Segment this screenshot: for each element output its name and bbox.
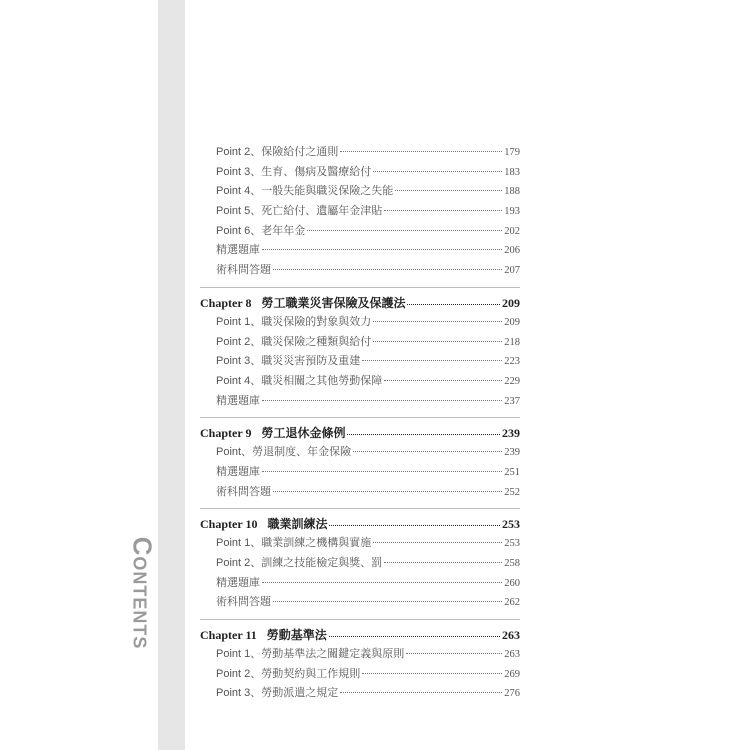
dot-leader bbox=[273, 269, 502, 270]
dot-leader bbox=[262, 471, 502, 472]
toc-chapter-row[interactable] bbox=[200, 421, 520, 446]
dot-leader bbox=[407, 304, 500, 305]
toc-entry-row[interactable] bbox=[200, 244, 520, 264]
entry-label: 術科問答題 bbox=[216, 264, 271, 277]
toc-entry-row[interactable] bbox=[200, 577, 520, 597]
toc-entry-row[interactable] bbox=[200, 648, 520, 668]
dot-leader bbox=[373, 341, 502, 342]
chapter-title: 勞工職業災害保險及保護法 bbox=[261, 295, 406, 310]
toc-entry-row[interactable] bbox=[200, 355, 520, 375]
entry-label: Point 4、一般失能與職災保險之失能 bbox=[216, 185, 394, 198]
chapter-number: Chapter 11 bbox=[200, 628, 257, 643]
dot-leader bbox=[262, 582, 502, 583]
dot-leader bbox=[353, 451, 502, 452]
chapter-number: Chapter 9 bbox=[200, 426, 252, 441]
page-number: 253 bbox=[502, 517, 520, 532]
page-number: 193 bbox=[504, 206, 520, 218]
page-number: 179 bbox=[504, 147, 520, 158]
toc-entry-row[interactable] bbox=[200, 166, 520, 186]
dot-leader bbox=[329, 525, 500, 526]
dot-leader bbox=[362, 673, 502, 674]
entry-label: Point 2、勞動契約與工作規則 bbox=[216, 667, 361, 680]
toc-chapter-row[interactable] bbox=[200, 623, 520, 648]
chapter-divider bbox=[200, 508, 520, 509]
chapter-heading bbox=[200, 629, 327, 642]
chapter-divider bbox=[200, 417, 520, 418]
dot-leader bbox=[406, 653, 502, 654]
page-number: 209 bbox=[504, 316, 520, 328]
toc-entry-row[interactable] bbox=[200, 486, 520, 506]
page-number: 260 bbox=[504, 577, 520, 589]
page-number: 202 bbox=[504, 225, 520, 237]
toc-entry-row[interactable] bbox=[200, 596, 520, 616]
page-number: 207 bbox=[504, 265, 520, 277]
entry-label: 精選題庫 bbox=[216, 465, 260, 478]
toc-entry-row[interactable] bbox=[200, 205, 520, 225]
dot-leader bbox=[329, 636, 500, 637]
toc-entry-row[interactable] bbox=[200, 466, 520, 486]
toc-entry-row[interactable] bbox=[200, 395, 520, 415]
chapter-divider bbox=[200, 287, 520, 288]
entry-label: Point 2、保險給付之通則 bbox=[216, 146, 339, 158]
dot-leader bbox=[384, 562, 502, 563]
chapter-title: 勞動基準法 bbox=[266, 628, 327, 643]
entry-label: Point 5、死亡給付、遺屬年金津貼 bbox=[216, 205, 383, 218]
table-of-contents bbox=[200, 146, 520, 707]
dot-leader bbox=[262, 249, 502, 250]
side-band bbox=[158, 0, 185, 750]
page-number: 218 bbox=[504, 336, 520, 348]
entry-label: Point 4、職災相關之其他勞動保障 bbox=[216, 374, 383, 387]
entry-label: Point 2、職災保險之種類與給付 bbox=[216, 335, 372, 348]
dot-leader bbox=[373, 542, 502, 543]
page-number: 206 bbox=[504, 245, 520, 257]
dot-leader bbox=[373, 321, 502, 322]
page-number: 252 bbox=[504, 486, 520, 498]
chapter-heading bbox=[200, 427, 345, 440]
page-number: 253 bbox=[504, 538, 520, 550]
toc-entry-row[interactable] bbox=[200, 336, 520, 356]
page-number: 188 bbox=[504, 186, 520, 198]
entry-label: Point 6、老年年金 bbox=[216, 224, 306, 237]
entry-label: Point 1、職災保險的對象與效力 bbox=[216, 315, 372, 328]
dot-leader bbox=[395, 190, 502, 191]
toc-entry-row[interactable] bbox=[200, 375, 520, 395]
page-number: 239 bbox=[504, 447, 520, 459]
toc-entry-row[interactable] bbox=[200, 537, 520, 557]
entry-label: Point 3、職災災害預防及重建 bbox=[216, 355, 361, 368]
dot-leader bbox=[347, 434, 500, 435]
dot-leader bbox=[307, 230, 502, 231]
chapter-number: Chapter 8 bbox=[200, 295, 252, 310]
page-number: 263 bbox=[504, 649, 520, 661]
entry-label: Point 3、生育、傷病及醫療給付 bbox=[216, 165, 372, 178]
chapter-title: 職業訓練法 bbox=[267, 517, 328, 532]
dot-leader bbox=[362, 360, 502, 361]
page-number: 223 bbox=[504, 356, 520, 368]
page-number: 229 bbox=[504, 375, 520, 387]
page-number: 209 bbox=[502, 295, 520, 310]
dot-leader bbox=[384, 210, 502, 211]
toc-entry-row[interactable] bbox=[200, 557, 520, 577]
toc-entry-row[interactable] bbox=[200, 185, 520, 205]
page-number: 269 bbox=[504, 668, 520, 680]
toc-entry-row[interactable] bbox=[200, 225, 520, 245]
entry-label: Point 1、勞動基準法之關鍵定義與原則 bbox=[216, 648, 405, 661]
page-number: 183 bbox=[504, 166, 520, 178]
page-number: 263 bbox=[502, 628, 520, 643]
page-number: 251 bbox=[504, 466, 520, 478]
chapter-heading bbox=[200, 518, 327, 531]
page-number: 237 bbox=[504, 395, 520, 407]
entry-label: 精選題庫 bbox=[216, 394, 260, 407]
chapter-title: 勞工退休金條例 bbox=[261, 426, 346, 441]
toc-chapter-row[interactable] bbox=[200, 291, 520, 316]
toc-entry-row[interactable] bbox=[200, 668, 520, 688]
dot-leader bbox=[373, 171, 502, 172]
toc-chapter-row[interactable] bbox=[200, 512, 520, 537]
dot-leader bbox=[384, 380, 502, 381]
entry-label: Point、勞退制度、年金保險 bbox=[216, 446, 352, 459]
entry-label: 精選題庫 bbox=[216, 244, 260, 257]
dot-leader bbox=[262, 400, 502, 401]
dot-leader bbox=[340, 692, 502, 693]
entry-label: 術科問答題 bbox=[216, 485, 271, 498]
page-number: 239 bbox=[502, 426, 520, 441]
toc-entry-row[interactable] bbox=[200, 687, 520, 707]
entry-label: 術科問答題 bbox=[216, 596, 271, 609]
chapter-heading bbox=[200, 297, 405, 310]
page-number: 276 bbox=[504, 688, 520, 700]
chapter-number: Chapter 10 bbox=[200, 517, 258, 532]
contents-side-label: Contents bbox=[127, 536, 158, 650]
entry-label: 精選題庫 bbox=[216, 576, 260, 589]
page-number: 262 bbox=[504, 597, 520, 609]
dot-leader bbox=[273, 491, 502, 492]
entry-label: Point 1、職業訓練之機構與實施 bbox=[216, 537, 372, 550]
dot-leader bbox=[273, 601, 502, 602]
toc-entry-row[interactable] bbox=[200, 264, 520, 284]
entry-label: Point 2、訓練之技能檢定與獎、罰 bbox=[216, 557, 383, 569]
toc-entry-row[interactable] bbox=[200, 146, 520, 166]
toc-entry-row[interactable] bbox=[200, 446, 520, 466]
entry-label: Point 3、勞動派遣之規定 bbox=[216, 687, 339, 700]
toc-entry-row[interactable] bbox=[200, 316, 520, 336]
page-number: 258 bbox=[504, 558, 520, 569]
chapter-divider bbox=[200, 619, 520, 620]
dot-leader bbox=[340, 151, 502, 152]
